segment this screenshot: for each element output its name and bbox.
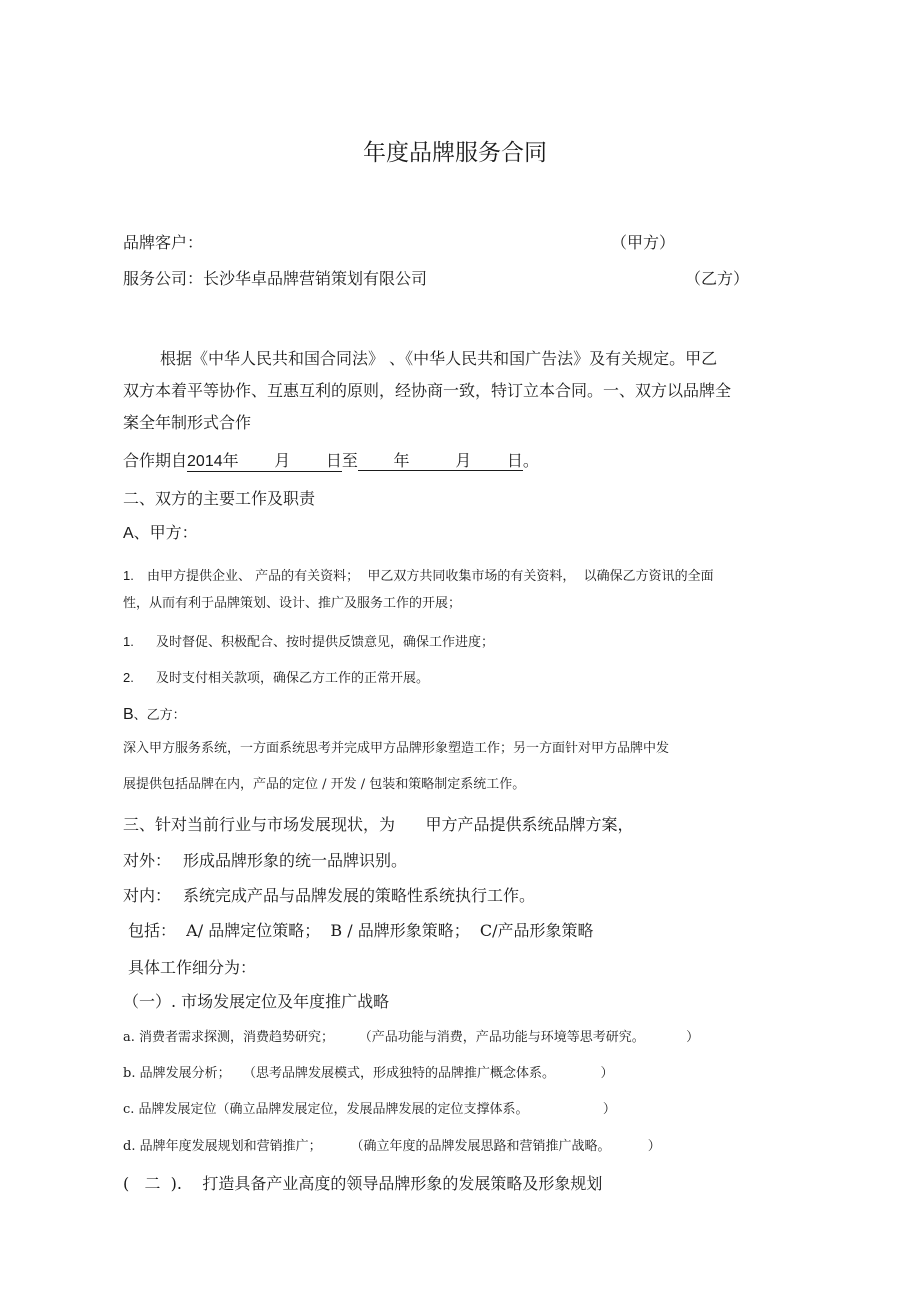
cooperation-period — [123, 451, 539, 472]
section-2-heading: 二、双方的主要工作及职责 — [123, 489, 316, 508]
party-a-item-2: 1. 及时督促、积极配合、按时提供反馈意见，确保工作进度； — [123, 634, 495, 650]
subsection-1-heading: （一）. 市场发展定位及年度推广战略 — [123, 992, 390, 1011]
period-year: 2014 — [187, 453, 223, 470]
subsection-2-heading: ( 二 ). 打造具备产业高度的领导品牌形象的发展策略及形象规划 — [123, 1174, 603, 1193]
provider-party: （乙方） — [685, 269, 750, 288]
document-title: 年度品牌服务合同 — [363, 140, 547, 166]
party-a-item-3: 2. 及时支付相关款项，确保乙方工作的正常开展。 — [123, 670, 430, 686]
party-a-heading: A、甲方： — [123, 523, 198, 542]
party-a-item-1-line-1: 1. 由甲方提供企业、 产品的有关资料； 甲乙双方共同收集市场的有关资料， 以确保乙方资讯的全面 — [123, 568, 714, 584]
period-to: 至 — [341, 451, 358, 470]
external-line: 对外： 形成品牌形象的统一品牌识别。 — [123, 851, 408, 870]
item-b: b. 品牌发展分析； （思考品牌发展模式，形成独特的品牌推广概念体系。 ） — [123, 1066, 614, 1081]
item-c: c. 品牌发展定位（确立品牌发展定位，发展品牌发展的定位支撑体系。 ） — [123, 1102, 616, 1117]
intro-line-2: 双方本着平等协作、互惠互利的原则，经协商一致，特订立本合同。一、双方以品牌全 — [123, 381, 732, 400]
period-suffix: 。 — [522, 451, 539, 470]
period-end-blank: 年 月 日 — [357, 451, 523, 470]
internal-line: 对内： 系统完成产品与品牌发展的策略性系统执行工作。 — [123, 886, 536, 905]
party-b-heading: B、乙方： — [123, 706, 186, 723]
details-line: 具体工作细分为： — [128, 958, 257, 977]
section-3-heading: 三、针对当前行业与市场发展现状，为 甲方产品提供系统品牌方案， — [123, 815, 634, 834]
intro-line-1: 根据《中华人民共和国合同法》 、《中华人民共和国广告法》及有关规定。甲乙 — [160, 349, 718, 368]
period-prefix: 合作期自 — [123, 451, 188, 470]
provider-label: 服务公司：长沙华卓品牌营销策划有限公司 — [123, 269, 428, 288]
party-a-item-1-line-2: 性，从而有利于品牌策划、设计、推广及服务工作的开展； — [123, 596, 462, 611]
period-start-blank — [187, 451, 342, 472]
client-label: 品牌客户： — [123, 233, 204, 252]
period-start: 年 月 日 — [222, 451, 342, 470]
party-b-line-1: 深入甲方服务系统，一方面系统思考并完成甲方品牌形象塑造工作；另一方面针对甲方品牌中发 — [123, 741, 670, 756]
item-d: d. 品牌年度发展规划和营销推广； （确立年度的品牌发展思路和营销推广战略。 ） — [123, 1139, 661, 1154]
item-a: a. 消费者需求探测，消费趋势研究； （产品功能与消费，产品功能与环境等思考研究。 ） — [123, 1030, 700, 1045]
party-b-line-2: 展提供包括品牌在内，产品的定位 / 开发 / 包装和策略制定系统工作。 — [123, 777, 526, 792]
client-party: （甲方） — [611, 233, 676, 252]
intro-line-3: 案全年制形式合作 — [123, 413, 252, 432]
includes-line: 包括： A/ 品牌定位策略； B / 品牌形象策略； C/产品形象策略 — [128, 921, 594, 940]
